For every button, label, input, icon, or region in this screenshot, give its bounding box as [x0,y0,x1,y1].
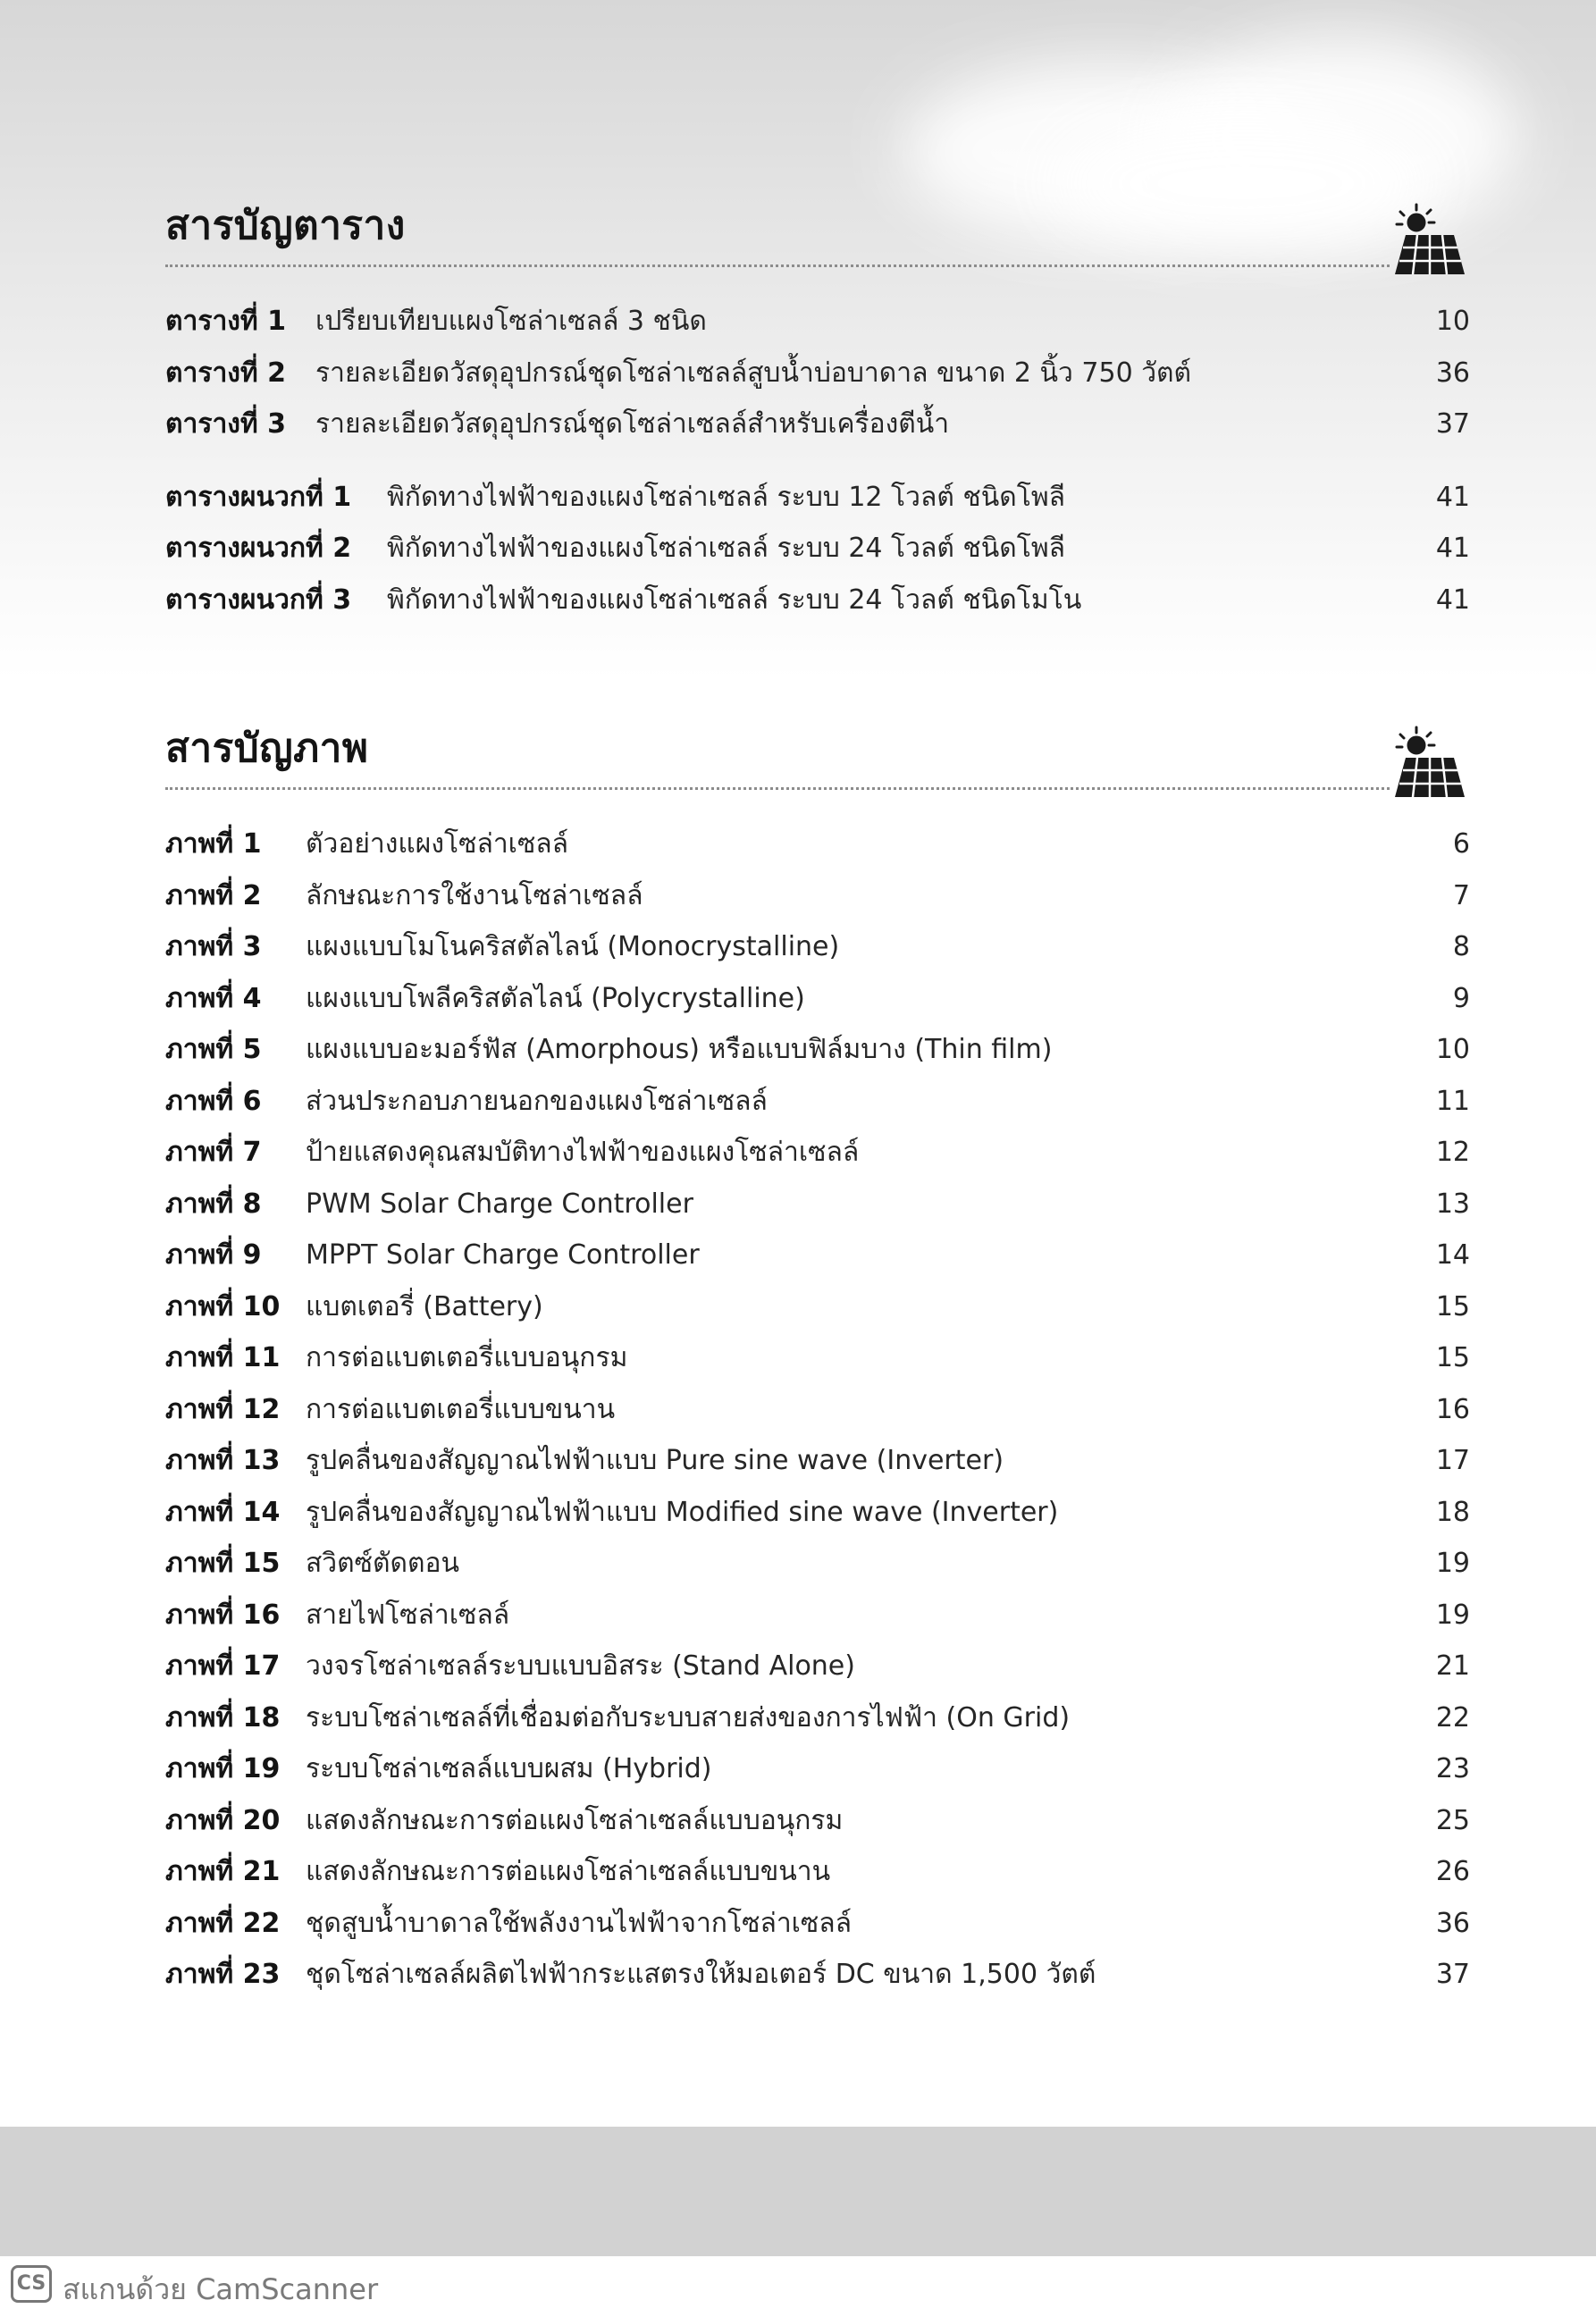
item-page: 14 [1435,1239,1470,1271]
item-title: สวิตซ์ตัดตอน [306,1548,459,1579]
item-label: ภาพที่ 10 [165,1290,281,1322]
item-page: 10 [1435,306,1470,337]
item-page: 10 [1435,1034,1470,1065]
list-item [165,1795,1470,1847]
item-title: รูปคลื่นของสัญญาณไฟฟ้าแบบ Modified sine wave (Inverter) [306,1496,1059,1528]
item-title: สายไฟโซล่าเซลล์ [306,1599,510,1631]
item-page: 37 [1435,408,1470,440]
item-label: ภาพที่ 21 [165,1856,281,1887]
list-item [165,1538,1470,1590]
item-title: ชุดสูบน้ำบาดาลใช้พลังงานไฟฟ้าจากโซล่าเซลล์ [306,1907,853,1939]
section-header [165,706,1470,795]
item-page: 15 [1435,1290,1470,1322]
list-item [165,921,1470,973]
list-item [165,1384,1470,1436]
list-item [165,523,1470,575]
item-label: ภาพที่ 15 [165,1548,281,1579]
item-label: ภาพที่ 18 [165,1701,281,1734]
item-title: ชุดโซล่าเซลล์ผลิตไฟฟ้ากระแสตรงให้มอเตอร์ DC ขนาด 1,500 วัตต์ [306,1959,1096,1990]
item-page: 17 [1435,1445,1470,1476]
item-title: PWM Solar Charge Controller [306,1188,693,1220]
list-item [165,1846,1470,1898]
item-title: ส่วนประกอบภายนอกของแผงโซล่าเซลล์ [306,1085,768,1117]
table-list [165,296,1470,625]
camscanner-logo: CS [11,2265,52,2303]
item-page: 11 [1435,1085,1470,1117]
item-label: ภาพที่ 2 [165,879,262,911]
list-item [165,1743,1470,1795]
list-item [165,1435,1470,1487]
item-label: ตารางผนวกที่ 3 [165,583,352,616]
list-item [165,1076,1470,1128]
item-label: ภาพที่ 9 [165,1239,262,1271]
list-item [165,1024,1470,1076]
solar-panel-sun-icon [1388,722,1470,804]
item-page: 6 [1452,828,1470,860]
scanner-watermark [0,2256,1596,2317]
item-label: ภาพที่ 16 [165,1599,281,1631]
list-item [165,1898,1470,1950]
list-item [165,1641,1470,1692]
item-page: 41 [1435,583,1470,616]
list-item [165,1590,1470,1641]
table-of-tables [165,183,1470,625]
list-item [165,1127,1470,1179]
item-page: 41 [1435,481,1470,513]
item-label: ภาพที่ 12 [165,1393,281,1425]
list-item [165,1179,1470,1230]
item-label: ภาพที่ 23 [165,1959,281,1990]
section-title: สารบัญตาราง [165,203,406,248]
item-label: ตารางผนวกที่ 1 [165,481,352,513]
item-label: ภาพที่ 11 [165,1342,281,1373]
table-of-figures [165,706,1470,2001]
item-label: ตารางผนวกที่ 2 [165,533,352,564]
item-label: ภาพที่ 3 [165,931,262,962]
list-item [165,472,1470,524]
item-label: ตารางที่ 1 [165,306,287,337]
list-item [165,399,1470,450]
item-title: แผงแบบอะมอร์ฟัส (Amorphous) หรือแบบฟิล์มบาง (Thin film) [306,1034,1053,1065]
section-title: สารบัญภาพ [165,726,369,771]
item-label: ภาพที่ 19 [165,1753,281,1784]
item-page: 16 [1435,1393,1470,1425]
item-title: พิกัดทางไฟฟ้าของแผงโซล่าเซลล์ ระบบ 24 โวลต์ ชนิดโมโน [387,583,1082,616]
item-label: ภาพที่ 5 [165,1034,262,1065]
item-title: แสดงลักษณะการต่อแผงโซล่าเซลล์แบบขนาน [306,1856,831,1887]
list-item [165,1487,1470,1539]
item-page: 36 [1435,1907,1470,1939]
item-page: 8 [1452,931,1470,962]
item-label: ภาพที่ 4 [165,982,262,1014]
list-item [165,1692,1470,1744]
item-page: 22 [1435,1701,1470,1734]
item-label: ภาพที่ 22 [165,1907,281,1939]
item-label: ภาพที่ 6 [165,1085,262,1117]
item-page: 26 [1435,1856,1470,1887]
item-title: แสดงลักษณะการต่อแผงโซล่าเซลล์แบบอนุกรม [306,1804,844,1836]
item-page: 12 [1435,1137,1470,1168]
item-page: 37 [1435,1959,1470,1990]
item-title: การต่อแบตเตอรี่แบบขนาน [306,1393,616,1425]
item-page: 36 [1435,357,1470,389]
item-label: ภาพที่ 7 [165,1137,262,1168]
footer-band [0,2127,1596,2256]
item-title: แผงแบบโพลีคริสตัลไลน์ (Polycrystalline) [306,982,805,1014]
list-item [165,819,1470,870]
list-item [165,870,1470,922]
dotted-divider [165,787,1390,790]
item-title: พิกัดทางไฟฟ้าของแผงโซล่าเซลล์ ระบบ 24 โวลต์ ชนิดโพลี [387,533,1066,564]
item-page: 19 [1435,1548,1470,1579]
solar-panel-sun-icon [1388,199,1470,281]
item-page: 15 [1435,1342,1470,1373]
list-item [165,1332,1470,1384]
item-page: 21 [1435,1650,1470,1682]
item-title: ป้ายแสดงคุณสมบัติทางไฟฟ้าของแผงโซล่าเซลล์ [306,1137,860,1168]
item-label: ตารางที่ 2 [165,357,287,389]
list-item [165,1949,1470,2001]
item-title: พิกัดทางไฟฟ้าของแผงโซล่าเซลล์ ระบบ 12 โวลต์ ชนิดโพลี [387,481,1066,513]
item-title: การต่อแบตเตอรี่แบบอนุกรม [306,1342,628,1373]
item-title: ลักษณะการใช้งานโซล่าเซลล์ [306,879,643,911]
item-title: ตัวอย่างแผงโซล่าเซลล์ [306,828,569,860]
item-title: ระบบโซล่าเซลล์แบบผสม (Hybrid) [306,1753,712,1784]
item-title: ระบบโซล่าเซลล์ที่เชื่อมต่อกับระบบสายส่งของการไฟฟ้า (On Grid) [306,1701,1071,1734]
item-label: ตารางที่ 3 [165,408,287,440]
item-page: 25 [1435,1804,1470,1836]
item-label: ภาพที่ 13 [165,1445,281,1476]
item-page: 23 [1435,1753,1470,1784]
list-item [165,1281,1470,1333]
item-title: แผงแบบโมโนคริสตัลไลน์ (Monocrystalline) [306,931,840,962]
item-page: 13 [1435,1188,1470,1220]
watermark-text: สแกนด้วย CamScanner [63,2272,379,2306]
item-title: วงจรโซล่าเซลล์ระบบแบบอิสระ (Stand Alone) [306,1650,855,1682]
list-item [165,973,1470,1025]
item-label: ภาพที่ 17 [165,1650,281,1682]
item-title: รูปคลื่นของสัญญาณไฟฟ้าแบบ Pure sine wave (Inverter) [306,1445,1004,1476]
item-page: 18 [1435,1496,1470,1528]
item-title: MPPT Solar Charge Controller [306,1239,700,1271]
item-label: ภาพที่ 8 [165,1188,262,1220]
list-item [165,575,1470,626]
item-label: ภาพที่ 14 [165,1496,281,1528]
list-item [165,348,1470,399]
list-item [165,1230,1470,1281]
item-page: 19 [1435,1599,1470,1631]
item-page: 41 [1435,533,1470,564]
item-label: ภาพที่ 20 [165,1804,281,1836]
dotted-divider [165,264,1390,267]
figure-list [165,819,1470,2001]
item-title: แบตเตอรี่ (Battery) [306,1290,543,1322]
item-title: รายละเอียดวัสดุอุปกรณ์ชุดโซล่าเซลล์สำหรับเครื่องตีน้ำ [315,408,950,440]
item-page: 9 [1452,982,1470,1014]
item-page: 7 [1452,879,1470,911]
item-title: เปรียบเทียบแผงโซล่าเซลล์ 3 ชนิด [315,306,707,337]
section-header [165,183,1470,273]
item-label: ภาพที่ 1 [165,828,262,860]
item-title: รายละเอียดวัสดุอุปกรณ์ชุดโซล่าเซลล์สูบน้ำบ่อบาดาล ขนาด 2 นิ้ว 750 วัตต์ [315,357,1192,389]
list-item [165,296,1470,348]
